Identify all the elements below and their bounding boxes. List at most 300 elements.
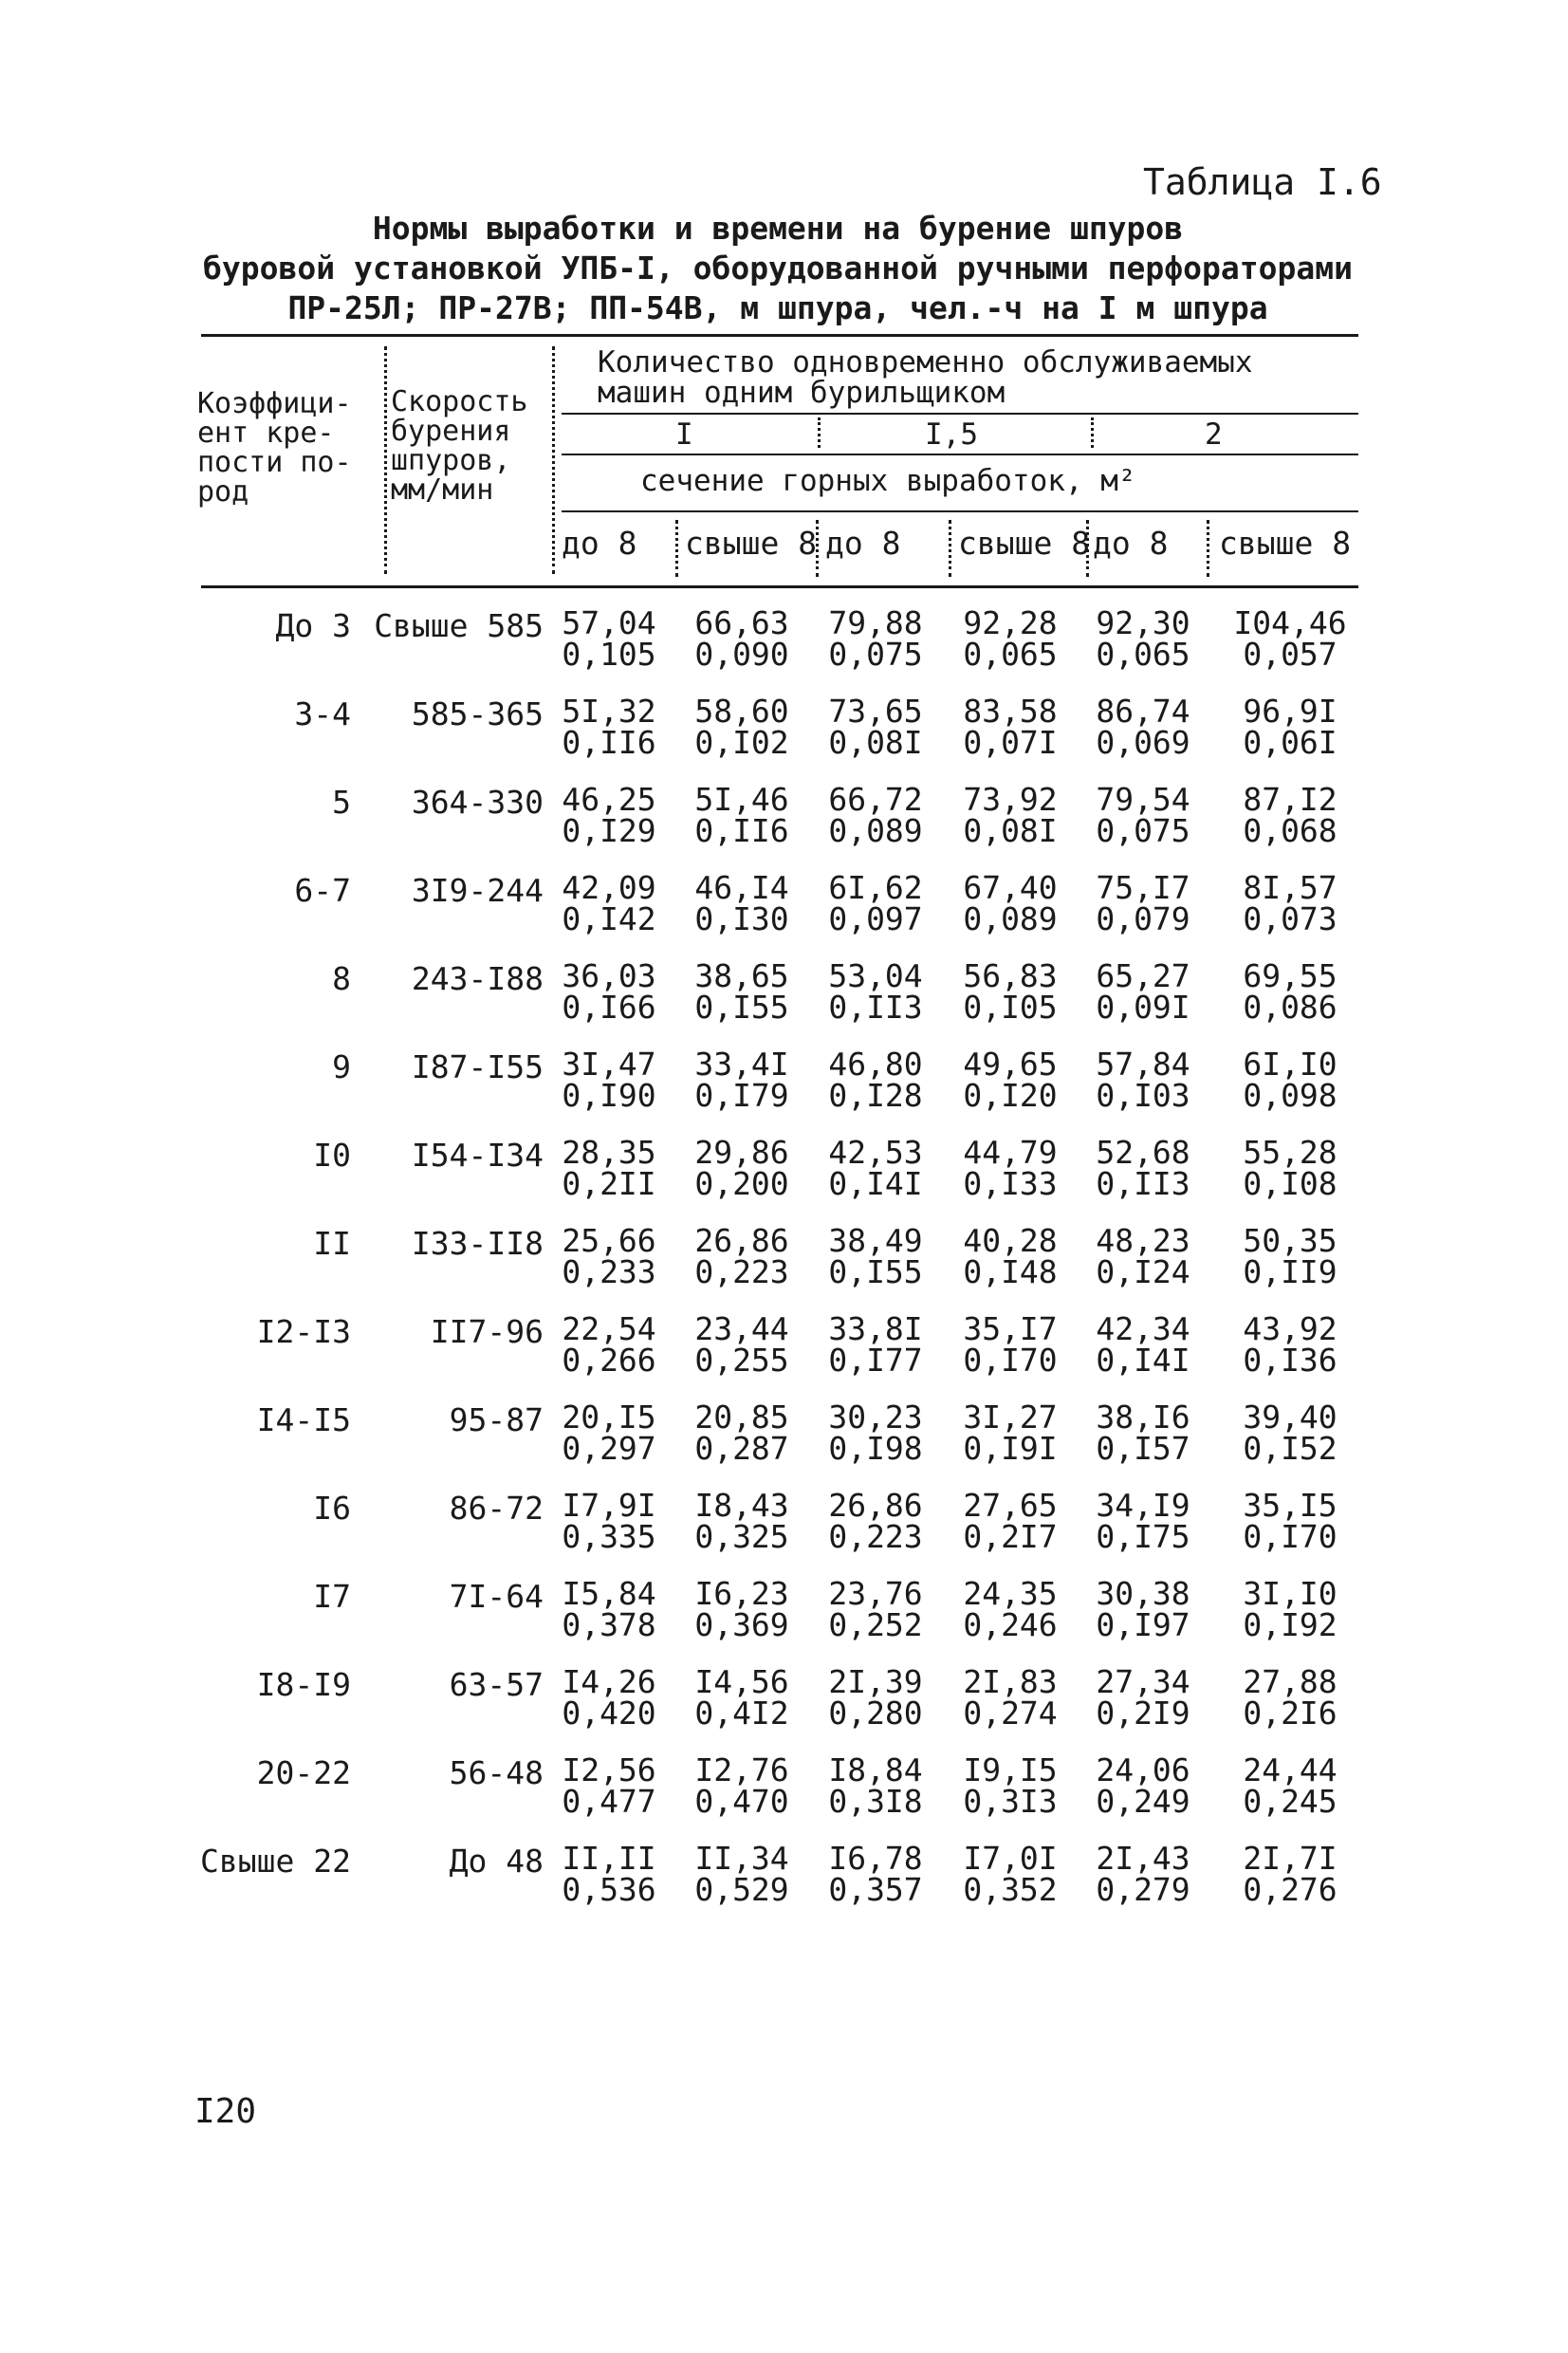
norm-value: II,II [562,1840,656,1877]
norm-value: 5I,32 [562,693,656,730]
norm-value: 50,35 [1243,1222,1337,1259]
norm-value: 92,30 [1096,604,1190,641]
norm-value: I7,9I [562,1487,656,1524]
value-cell [685,1046,799,1114]
time-value: 0,223 [694,1253,789,1290]
section-header: сечение горных выработок, м² [640,464,1136,498]
value-cell [685,693,799,761]
coef-cell: 9 [332,1048,351,1085]
norm-value: 42,53 [828,1134,923,1171]
norm-value: 30,23 [828,1399,923,1436]
norm-value: 79,88 [828,604,923,641]
norm-value: 66,63 [694,604,789,641]
value-cell [1233,693,1347,761]
value-cell [685,957,799,1026]
value-cell [819,1575,932,1643]
value-cell [685,604,799,673]
time-value: 0,09I [1096,989,1190,1026]
time-value: 0,I28 [828,1077,923,1114]
header-bottom-rule [201,585,1358,588]
value-cell [819,1487,932,1555]
time-value: 0,529 [694,1871,789,1908]
subcol-header: свыше 8 [685,525,818,562]
norm-value: 23,44 [694,1310,789,1347]
value-cell [819,604,932,673]
time-value: 0,089 [828,812,923,849]
coef-header: Коэффици- ент кре- пости по- род [197,387,352,509]
speed-cell: 63-57 [449,1666,544,1703]
norm-value: 2I,7I [1243,1840,1337,1877]
norm-value: 52,68 [1096,1134,1190,1171]
norm-value: 75,I7 [1096,869,1190,906]
table-row [0,1663,1568,1742]
time-value: 0,477 [562,1783,656,1820]
time-value: 0,357 [828,1871,923,1908]
value-cell [685,1663,799,1732]
value-cell [1086,693,1200,761]
time-value: 0,252 [828,1606,923,1643]
table-row [0,1487,1568,1566]
time-value: 0,I03 [1096,1077,1190,1114]
value-cell [953,1046,1067,1114]
value-cell [552,1663,666,1732]
table-caption [180,209,1375,328]
value-cell [819,1399,932,1467]
coef-cell: I6 [313,1490,351,1527]
time-value: 0,279 [1096,1871,1190,1908]
norm-value: 8I,57 [1243,869,1337,906]
col-separator [818,417,821,448]
coef-cell: 6-7 [294,872,351,909]
value-cell [1233,781,1347,849]
norm-value: I2,56 [562,1751,656,1788]
value-cell [685,869,799,937]
time-value: 0,335 [562,1518,656,1555]
norm-value: 24,44 [1243,1751,1337,1788]
norm-value: 43,92 [1243,1310,1337,1347]
norm-value: 42,34 [1096,1310,1190,1347]
time-value: 0,079 [1096,900,1190,937]
time-value: 0,086 [1243,989,1337,1026]
norm-value: 26,86 [694,1222,789,1259]
norm-value: 65,27 [1096,957,1190,994]
norm-value: I6,78 [828,1840,923,1877]
speed-cell: Свыше 585 [374,607,544,644]
subcol-header: до 8 [825,525,901,562]
norm-value: 40,28 [963,1222,1058,1259]
value-cell [552,1222,666,1290]
table-row [0,1840,1568,1918]
norm-value: 56,83 [963,957,1058,994]
value-cell [685,1575,799,1643]
norm-value: 44,79 [963,1134,1058,1171]
speed-cell: 7I-64 [449,1578,544,1615]
value-cell [552,781,666,849]
time-value: 0,369 [694,1606,789,1643]
col-separator [949,520,951,577]
speed-cell: 95-87 [449,1401,544,1438]
value-cell [1086,1310,1200,1379]
value-cell [1086,1046,1200,1114]
time-value: 0,I33 [963,1165,1058,1202]
counts-rule [562,454,1358,455]
value-cell [685,1840,799,1908]
time-value: 0,I24 [1096,1253,1190,1290]
time-value: 0,I75 [1096,1518,1190,1555]
value-cell [953,957,1067,1026]
machine-count-2: 2 [1205,417,1223,452]
table-row [0,1134,1568,1213]
time-value: 0,089 [963,900,1058,937]
value-cell [1086,1222,1200,1290]
value-cell [953,1310,1067,1379]
coef-cell: I0 [313,1137,351,1174]
norm-value: I9,I5 [963,1751,1058,1788]
value-cell [685,1399,799,1467]
time-value: 0,I4I [828,1165,923,1202]
norm-value: 6I,62 [828,869,923,906]
time-value: 0,069 [1096,724,1190,761]
norm-value: 23,76 [828,1575,923,1612]
norm-value: 3I,47 [562,1046,656,1083]
value-cell [552,1399,666,1467]
time-value: 0,I55 [828,1253,923,1290]
value-cell [552,869,666,937]
col-separator [1207,520,1209,577]
time-value: 0,536 [562,1871,656,1908]
norm-value: 86,74 [1096,693,1190,730]
value-cell [552,604,666,673]
time-value: 0,I29 [562,812,656,849]
time-value: 0,352 [963,1871,1058,1908]
norm-value: 55,28 [1243,1134,1337,1171]
time-value: 0,200 [694,1165,789,1202]
time-value: 0,II6 [694,812,789,849]
value-cell [819,957,932,1026]
time-value: 0,073 [1243,900,1337,937]
norm-value: 35,I7 [963,1310,1058,1347]
norm-value: 29,86 [694,1134,789,1171]
machines-header-line2: машин одним бурильщиком [598,376,1005,410]
time-value: 0,3I3 [963,1783,1058,1820]
value-cell [552,1310,666,1379]
norm-value: I4,56 [694,1663,789,1700]
norm-value: 6I,I0 [1243,1046,1337,1083]
value-cell [685,1751,799,1820]
norm-value: 36,03 [562,957,656,994]
time-value: 0,I57 [1096,1430,1190,1467]
time-value: 0,I66 [562,989,656,1026]
norm-value: 34,I9 [1096,1487,1190,1524]
norm-value: 20,85 [694,1399,789,1436]
coef-cell: Свыше 22 [200,1843,351,1880]
time-value: 0,4I2 [694,1695,789,1732]
time-value: 0,08I [828,724,923,761]
time-value: 0,223 [828,1518,923,1555]
speed-cell: II7-96 [430,1313,544,1350]
value-cell [1233,1663,1347,1732]
norm-value: I8,43 [694,1487,789,1524]
norm-value: 24,06 [1096,1751,1190,1788]
norm-value: 30,38 [1096,1575,1190,1612]
coef-cell: 3-4 [294,695,351,732]
value-cell [1086,869,1200,937]
table-label: Таблица I.6 [1143,161,1382,203]
value-cell [685,1310,799,1379]
time-value: 0,I30 [694,900,789,937]
coef-cell: I4-I5 [256,1401,351,1438]
value-cell [1233,1222,1347,1290]
time-value: 0,I70 [963,1342,1058,1379]
value-cell [1086,1663,1200,1732]
time-value: 0,2I9 [1096,1695,1190,1732]
coef-cell: I8-I9 [256,1666,351,1703]
time-value: 0,08I [963,812,1058,849]
caption-line: Нормы выработки и времени на бурение шпуров [372,210,1184,247]
time-value: 0,06I [1243,724,1337,761]
norm-value: I5,84 [562,1575,656,1612]
time-value: 0,I70 [1243,1518,1337,1555]
subcol-header: свыше 8 [1219,525,1352,562]
norm-value: 73,92 [963,781,1058,818]
time-value: 0,I02 [694,724,789,761]
norm-value: 25,66 [562,1222,656,1259]
time-value: 0,I98 [828,1430,923,1467]
col-separator [1091,417,1094,448]
norm-value: 5I,46 [694,781,789,818]
coef-cell: 20-22 [256,1754,351,1791]
time-value: 0,I08 [1243,1165,1337,1202]
machine-count-1: I [675,417,693,452]
norm-value: 35,I5 [1243,1487,1337,1524]
value-cell [953,1222,1067,1290]
time-value: 0,245 [1243,1783,1337,1820]
value-cell [1233,1134,1347,1202]
time-value: 0,325 [694,1518,789,1555]
time-value: 0,068 [1243,812,1337,849]
machines-rule [562,413,1358,415]
table-top-rule [201,334,1358,337]
norm-value: 57,84 [1096,1046,1190,1083]
value-cell [1233,1840,1347,1908]
norm-value: 42,09 [562,869,656,906]
value-cell [552,1487,666,1555]
value-cell [1086,1840,1200,1908]
table-row [0,695,1568,771]
value-cell [1086,1751,1200,1820]
value-cell [1086,957,1200,1026]
time-value: 0,II3 [1096,1165,1190,1202]
coef-cell: 5 [332,784,351,821]
time-value: 0,I36 [1243,1342,1337,1379]
time-value: 0,I42 [562,900,656,937]
subcol-header: до 8 [1093,525,1169,562]
value-cell [1086,1399,1200,1467]
table-row [0,957,1568,1036]
value-cell [1233,1575,1347,1643]
subcol-header: до 8 [562,525,637,562]
value-cell [552,1751,666,1820]
value-cell [552,1134,666,1202]
machines-header-line1: Количество одновременно обслуживаемых [598,345,1253,380]
norm-value: 39,40 [1243,1399,1337,1436]
value-cell [1233,1487,1347,1555]
time-value: 0,065 [1096,636,1190,673]
value-cell [685,1222,799,1290]
norm-value: I8,84 [828,1751,923,1788]
speed-cell: 3I9-244 [411,872,544,909]
table-row [0,1401,1568,1477]
value-cell [1233,604,1347,673]
value-cell [819,1046,932,1114]
table-row [0,1751,1568,1830]
value-cell [953,1751,1067,1820]
value-cell [1233,869,1347,937]
norm-value: 69,55 [1243,957,1337,994]
value-cell [685,781,799,849]
coef-cell: I2-I3 [256,1313,351,1350]
value-cell [819,1310,932,1379]
time-value: 0,2I7 [963,1518,1058,1555]
norm-value: 73,65 [828,693,923,730]
value-cell [953,781,1067,849]
norm-value: 20,I5 [562,1399,656,1436]
time-value: 0,I52 [1243,1430,1337,1467]
speed-cell: До 48 [449,1843,544,1880]
value-cell [819,693,932,761]
page-number: I20 [194,2092,257,2131]
time-value: 0,098 [1243,1077,1337,1114]
norm-value: 38,65 [694,957,789,994]
time-value: 0,07I [963,724,1058,761]
table-row [0,1575,1568,1654]
time-value: 0,470 [694,1783,789,1820]
norm-value: 53,04 [828,957,923,994]
value-cell [953,1840,1067,1908]
norm-value: 3I,I0 [1243,1575,1337,1612]
time-value: 0,II3 [828,989,923,1026]
time-value: 0,075 [828,636,923,673]
value-cell [1086,1575,1200,1643]
value-cell [552,693,666,761]
value-cell [1233,1751,1347,1820]
col-separator [552,346,555,574]
value-cell [953,1399,1067,1467]
norm-value: 33,8I [828,1310,923,1347]
coef-cell: 8 [332,960,351,997]
norm-value: 27,88 [1243,1663,1337,1700]
value-cell [1233,1046,1347,1114]
norm-value: I6,23 [694,1575,789,1612]
speed-cell: I33-II8 [411,1225,544,1262]
coef-cell: I7 [313,1578,351,1615]
time-value: 0,378 [562,1606,656,1643]
col-separator [384,346,387,574]
speed-cell: I87-I55 [411,1048,544,1085]
value-cell [1233,1310,1347,1379]
time-value: 0,105 [562,636,656,673]
time-value: 0,280 [828,1695,923,1732]
norm-value: I04,46 [1233,604,1347,641]
value-cell [819,1751,932,1820]
norm-value: 38,49 [828,1222,923,1259]
time-value: 0,057 [1243,636,1337,673]
time-value: 0,I92 [1243,1606,1337,1643]
value-cell [1233,957,1347,1026]
value-cell [685,1487,799,1555]
value-cell [953,1134,1067,1202]
time-value: 0,I20 [963,1077,1058,1114]
time-value: 0,274 [963,1695,1058,1732]
time-value: 0,065 [963,636,1058,673]
norm-value: 27,34 [1096,1663,1190,1700]
time-value: 0,I97 [1096,1606,1190,1643]
norm-value: 92,28 [963,604,1058,641]
value-cell [819,1663,932,1732]
value-cell [1086,604,1200,673]
value-cell [819,781,932,849]
norm-value: 57,04 [562,604,656,641]
speed-cell: I54-I34 [411,1137,544,1174]
time-value: 0,297 [562,1430,656,1467]
time-value: 0,II9 [1243,1253,1337,1290]
value-cell [819,1840,932,1908]
caption-line: ПР-25Л; ПР-27В; ПП-54В, м шпура, чел.-ч на I м шпура [287,289,1268,326]
norm-value: 28,35 [562,1134,656,1171]
time-value: 0,II6 [562,724,656,761]
norm-value: 3I,27 [963,1399,1058,1436]
speed-cell: 243-I88 [411,960,544,997]
subcol-header: свыше 8 [958,525,1091,562]
machine-count-1-5: I,5 [925,417,978,452]
norm-value: 33,4I [694,1046,789,1083]
norm-value: 38,I6 [1096,1399,1190,1436]
speed-header: Скорость бурения шпуров, мм/мин [391,385,528,507]
value-cell [552,1046,666,1114]
norm-value: 2I,39 [828,1663,923,1700]
norm-value: 48,23 [1096,1222,1190,1259]
section-rule [562,510,1358,512]
value-cell [953,1663,1067,1732]
table-row [0,869,1568,948]
caption-line: буровой установкой УПБ-I, оборудованной ручными перфораторами [203,250,1353,287]
speed-cell: 585-365 [411,695,544,732]
norm-value: 58,60 [694,693,789,730]
time-value: 0,075 [1096,812,1190,849]
value-cell [819,1134,932,1202]
norm-value: 79,54 [1096,781,1190,818]
norm-value: 67,40 [963,869,1058,906]
value-cell [953,693,1067,761]
coef-cell: До 3 [275,607,351,644]
table-row [0,1048,1568,1124]
time-value: 0,255 [694,1342,789,1379]
time-value: 0,I9I [963,1430,1058,1467]
time-value: 0,266 [562,1342,656,1379]
value-cell [552,1840,666,1908]
time-value: 0,233 [562,1253,656,1290]
time-value: 0,420 [562,1695,656,1732]
time-value: 0,I4I [1096,1342,1190,1379]
value-cell [819,1222,932,1290]
value-cell [819,869,932,937]
norm-value: 96,9I [1243,693,1337,730]
time-value: 0,2I6 [1243,1695,1337,1732]
norm-value: 87,I2 [1243,781,1337,818]
norm-value: 46,80 [828,1046,923,1083]
value-cell [685,1134,799,1202]
value-cell [552,1575,666,1643]
